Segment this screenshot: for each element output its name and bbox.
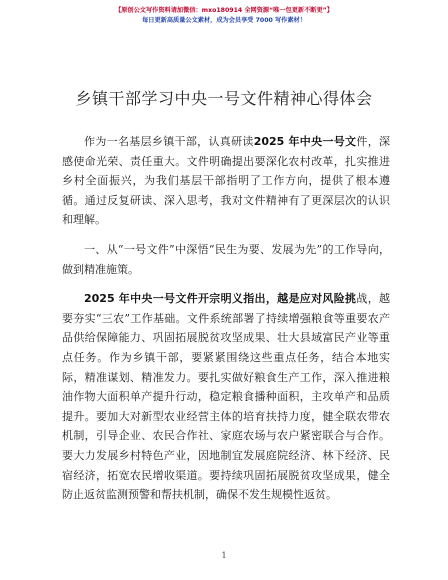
banner-line-update: 每日更新高质量公文素材，成为会员享受 7000 写作素材！ xyxy=(142,17,306,24)
intro-rest: 件，深感使命光荣、责任重大。文件明确提出要深化农村改革，扎实推进乡村全面振兴，为我们基层干部指明了工作方向，提供了根本遵循。通过反复研读、深入思考，我对文件精神有了更深层次的认识和理解。 xyxy=(62,135,391,227)
intro-lead: 作为一名基层乡镇干部，认真研读 xyxy=(84,135,254,148)
section-heading-1: 一、从“一号文件”中深悟“民生为要、发展为先”的工作导向，做到精准施策。 xyxy=(62,242,390,276)
para2-rest: 战，越要夯实“三农”工作基础。文件系统部署了持续增强粮食等重要农产品供给保障能力、巩固拓展脱贫攻坚成果、壮大县域富民产业等重点任务。作为乡镇干部，要紧紧围绕这些重点任务，结合本地实际，精准谋划、精准发力。要扎实做好粮食生产工作，深入推进粮油作物大面积单产提升行动，稳定粮食播种面积，主攻单产和品质提升。要加大对新型农业经营主体的培育扶持力度，健全联农带农机制，引导企业、农民合作社、家庭农场与农户紧密联合与合作。要大力发展乡村特色产业，因地制宜发展庭院经济、林下经济、民宿经济，拓宽农民增收渠道。要持续巩固拓展脱贫攻坚成果，健全防止返贫监测预警和帮扶机制，确保不发生规模性返贫。 xyxy=(62,292,391,502)
para2-highlight: 2025 年中央一号文件开宗明义指出，越是应对风险挑 xyxy=(84,292,357,306)
document-body xyxy=(62,132,390,505)
intro-highlight: 2025 年中央一号文 xyxy=(253,135,357,148)
header-banner xyxy=(0,6,448,26)
banner-line-promo: 【原创公文写作资料请加微信：mxo180914 全网资源“唯一包更新不断更”】 xyxy=(115,7,333,14)
document-title: 乡镇干部学习中央一号文件精神心得体会 xyxy=(75,89,373,108)
intro-paragraph xyxy=(62,132,390,230)
page-number: 1 xyxy=(221,551,227,560)
body-paragraph-2 xyxy=(62,289,390,505)
